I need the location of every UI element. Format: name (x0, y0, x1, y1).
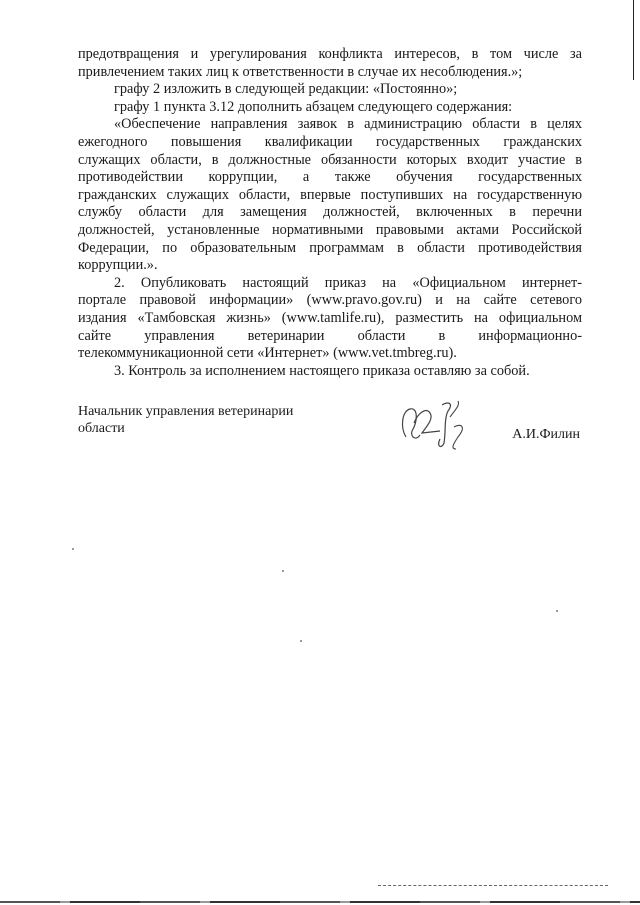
text-line: противодействии коррупции, а также обучения государственных (78, 169, 582, 186)
paragraph-continuation (78, 46, 582, 81)
paragraph-quote (78, 116, 582, 274)
scan-speck (282, 570, 284, 572)
text-line: сайте управления ветеринарии области в информационно- (78, 327, 582, 344)
text-line: издания «Тамбовская жизнь» (www.tamlife.ru), разместить на официальном (78, 309, 582, 326)
signatory-position (78, 403, 293, 437)
text-line: служащих области, в должностные обязанности которых входит участие в (78, 151, 582, 168)
text-line: привлечением таких лиц к ответственности в случае их несоблюдения.»; (78, 63, 523, 80)
paragraph-column1: графу 1 пункта 3.12 дополнить абзацем следующего содержания: (114, 98, 513, 115)
signature-block (78, 403, 582, 463)
text-line: предотвращения и урегулирования конфликта интересов, в том числе за (78, 46, 582, 62)
text-line: «Обеспечение направления заявок в администрацию области в целях (114, 116, 582, 133)
paragraph-control: 3. Контроль за исполнением настоящего приказа оставляю за собой. (114, 362, 530, 379)
scan-speck (556, 610, 558, 612)
position-line: Начальник управления ветеринарии (78, 404, 294, 419)
scan-speck (72, 548, 74, 550)
text-line: телекоммуникационной сети «Интернет» (www.vet.tmbreg.ru). (78, 345, 457, 362)
document-body (78, 46, 582, 380)
paragraph-column2: графу 2 изложить в следующей редакции: «Постоянно»; (114, 81, 458, 98)
paragraph-publish (78, 275, 582, 363)
scan-speck (300, 640, 302, 642)
text-line: Федерации, по образовательным программам в области противодействия (78, 239, 582, 256)
text-line: гражданских служащих области, впервые поступивших на государственную (78, 186, 582, 203)
scan-edge-line (633, 0, 634, 80)
signatory-name: А.И.Филин (512, 427, 580, 442)
text-line: портале правовой информации» (www.pravo.gov.ru) и на сайте сетевого (78, 292, 582, 309)
handwritten-signature (396, 397, 476, 453)
text-line: ежегодного повышения квалификации государственных гражданских (78, 133, 582, 150)
scan-bottom-edge (0, 901, 640, 903)
text-line: 2. Опубликовать настоящий приказ на «Официальном интернет- (114, 274, 582, 291)
position-line: области (78, 421, 125, 436)
text-line: должностей, установленные нормативными правовыми актами Российской (78, 221, 582, 238)
text-line: коррупции.». (78, 257, 158, 274)
text-line: службу области для замещения должностей, включенных в перечни (78, 204, 582, 221)
scan-dashed-line (378, 885, 608, 887)
